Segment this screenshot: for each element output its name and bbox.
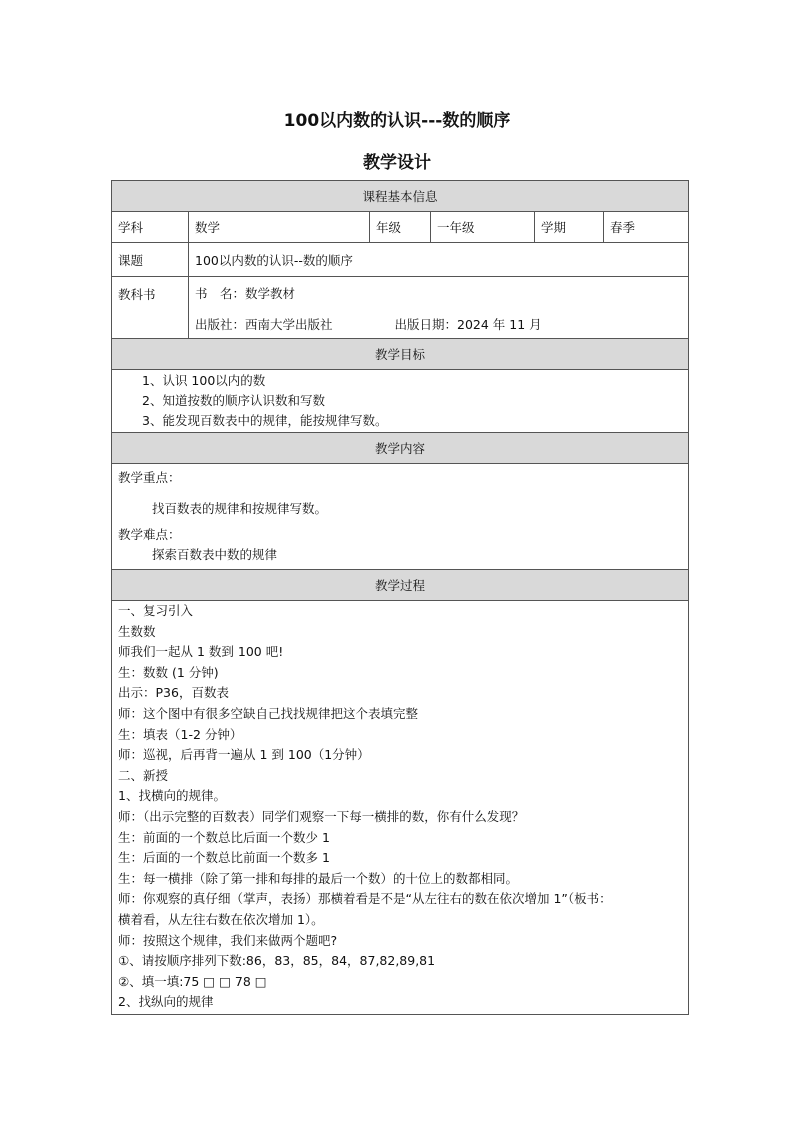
goals-header: 教学目标 — [112, 339, 689, 370]
document-subtitle: 教学设计 — [363, 153, 431, 173]
process-line: 出示：P36，百数表 — [118, 685, 229, 701]
process-line: 师：这个图中有很多空缺自己找找规律把这个表填完整 — [118, 705, 419, 721]
key-point-label: 教学重点： — [118, 470, 181, 485]
goals-list — [112, 370, 689, 433]
process-line: 二、新授 — [118, 767, 169, 783]
process-line: 生：前面的一个数总比后面一个数少 1 — [118, 829, 330, 845]
textbook-publication — [195, 315, 682, 335]
process-line: 一、复习引入 — [118, 603, 194, 618]
content-header: 教学内容 — [112, 433, 689, 464]
subject-value: 数学 — [189, 212, 370, 243]
textbook-publisher: 出版社：西南大学出版社 — [195, 317, 333, 332]
process-line: ①、请按顺序排列下数:86，83，85，84，87,82,89,81 — [118, 953, 436, 969]
term-value: 春季 — [604, 212, 689, 243]
process-line: ②、填一填:75 □ □ 78 □ — [118, 973, 267, 989]
process-line: 师：按照这个规律，我们来做两个题吧? — [118, 932, 338, 948]
process-body — [112, 601, 689, 1015]
process-line: 横着看，从左往右数在依次增加 1）。 — [118, 911, 324, 927]
process-line: 师：你观察的真仔细（掌声，表扬）那横着看是不是“从左往右的数在依次增加 1”（板书： — [118, 891, 612, 907]
subject-label: 学科 — [112, 212, 189, 243]
grade-label: 年级 — [370, 212, 431, 243]
document-title: 100以内数的认识---数的顺序 — [283, 111, 511, 131]
process-line: 师：（出示完整的百数表）同学们观察一下每一横排的数，你有什么发现？ — [118, 808, 525, 824]
goal-item: 3、能发现百数表中的规律，能按规律写数。 — [142, 413, 388, 428]
process-line: 1、找横向的规律。 — [118, 788, 226, 804]
textbook-date: 出版日期：2024 年 11 月 — [394, 317, 542, 332]
topic-label: 课题 — [112, 243, 189, 277]
process-line: 师我们一起从 1 数到 100 吧! — [118, 644, 284, 660]
process-line: 师：巡视，后再背一遍从 1 到 100（1分钟） — [118, 747, 370, 763]
process-line: 生：数数 (1 分钟) — [118, 664, 219, 680]
lesson-plan-table — [111, 180, 689, 1015]
textbook-info — [189, 277, 689, 339]
process-line: 生数数 — [118, 623, 156, 639]
textbook-label: 教科书 — [112, 277, 189, 339]
grade-value: 一年级 — [431, 212, 535, 243]
key-point-text: 找百数表的规律和按规律写数。 — [152, 501, 328, 516]
process-line: 生：每一横排（除了第一排和每排的最后一个数）的十位上的数都相同。 — [118, 870, 519, 886]
goal-item: 1、认识 100以内的数 — [142, 373, 266, 388]
topic-value: 100以内数的认识--数的顺序 — [189, 243, 689, 277]
goal-item: 2、知道按数的顺序认识数和写数 — [142, 393, 325, 408]
process-line: 2、找纵向的规律 — [118, 994, 214, 1010]
basic-info-header: 课程基本信息 — [112, 181, 689, 212]
difficulty-text: 探索百数表中数的规律 — [152, 547, 278, 562]
term-label: 学期 — [535, 212, 604, 243]
textbook-name: 书 名：数学教材 — [195, 286, 296, 301]
process-line: 生：后面的一个数总比前面一个数多 1 — [118, 850, 330, 866]
process-line: 生：填表（1-2 分钟） — [118, 726, 243, 742]
process-header: 教学过程 — [112, 570, 689, 601]
difficulty-label: 教学难点： — [118, 527, 181, 542]
content-body — [112, 464, 689, 570]
